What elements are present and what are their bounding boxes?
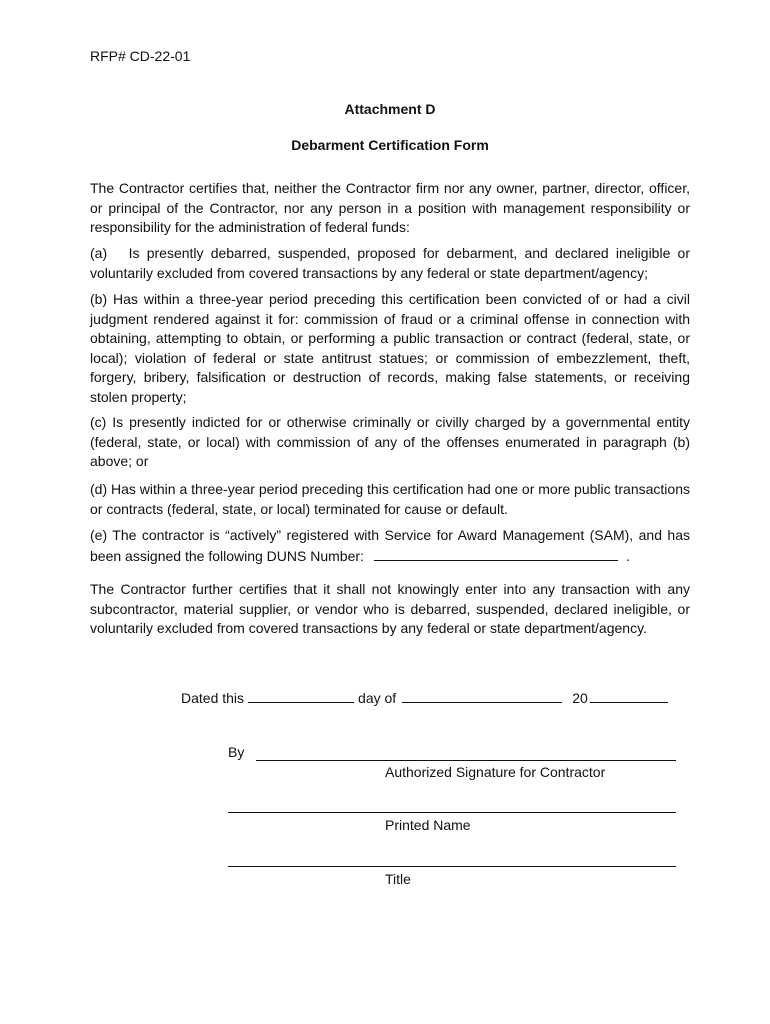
dated-row [181,688,668,706]
day-field[interactable] [248,688,354,703]
dated-label: Dated this [181,690,245,706]
attachment-heading: Attachment D [344,101,436,117]
month-field[interactable] [402,688,562,703]
duns-number-field[interactable] [374,546,618,561]
title-caption: Title [385,871,411,887]
item-a-paragraph: (a) Is presently debarred, suspended, proposed for debarment, and declared ineligible or voluntarily excluded from covered transactions by any federal or state department/agency; [90,245,694,281]
signature-line[interactable] [256,760,676,761]
item-e-paragraph [90,526,690,566]
title-line[interactable] [228,866,676,867]
year-prefix: 20 [572,690,588,706]
item-b-paragraph: (b) Has within a three-year period preceding this certification been convicted of or had a civil judgment rendered against it for: commission of fraud or a criminal offense in connection with obtaining, attempting to obtain, or performing a public transaction or contract (federal, state, or local); violation of federal or state antitrust statues; or commission of embezzlement, theft, forgery, bribery, falsification or destruction of records, making false statements, or receiving stolen property; [90,291,690,405]
year-field[interactable] [590,688,668,703]
intro-paragraph: The Contractor certifies that, neither the Contractor firm nor any owner, partner, director, officer, or principal of the Contractor, nor any person in a position with management responsibility or responsibility for the administration of federal funds: [90,180,690,235]
item-e-text: (e) The contractor is “actively” registered with Service for Award Management (SAM), and has been assigned the following DUNS Number: [90,527,690,564]
day-of-label: day of [358,690,397,706]
form-title: Debarment Certification Form [291,137,489,153]
item-d-paragraph: (d) Has within a three-year period preceding this certification had one or more public transactions or contracts (federal, state, or local) terminated for cause or default. [90,481,690,517]
further-certification-paragraph: The Contractor further certifies that it shall not knowingly enter into any transaction with any subcontractor, material supplier, or vendor who is debarred, suspended, declared ineligible, or voluntarily excluded from covered transactions by any federal or state department/agency. [90,581,690,636]
printed-name-line[interactable] [228,812,676,813]
authorized-signature-caption: Authorized Signature for Contractor [385,764,606,780]
printed-name-caption: Printed Name [385,817,471,833]
by-label: By [228,744,245,760]
item-c-paragraph: (c) Is presently indicted for or otherwise criminally or civilly charged by a governmental entity (federal, state, or local) with commission of any of the offenses enumerated in paragraph (b) above; or [90,414,690,469]
rfp-number: RFP# CD-22-01 [90,48,191,64]
item-e-period: . [625,547,630,564]
